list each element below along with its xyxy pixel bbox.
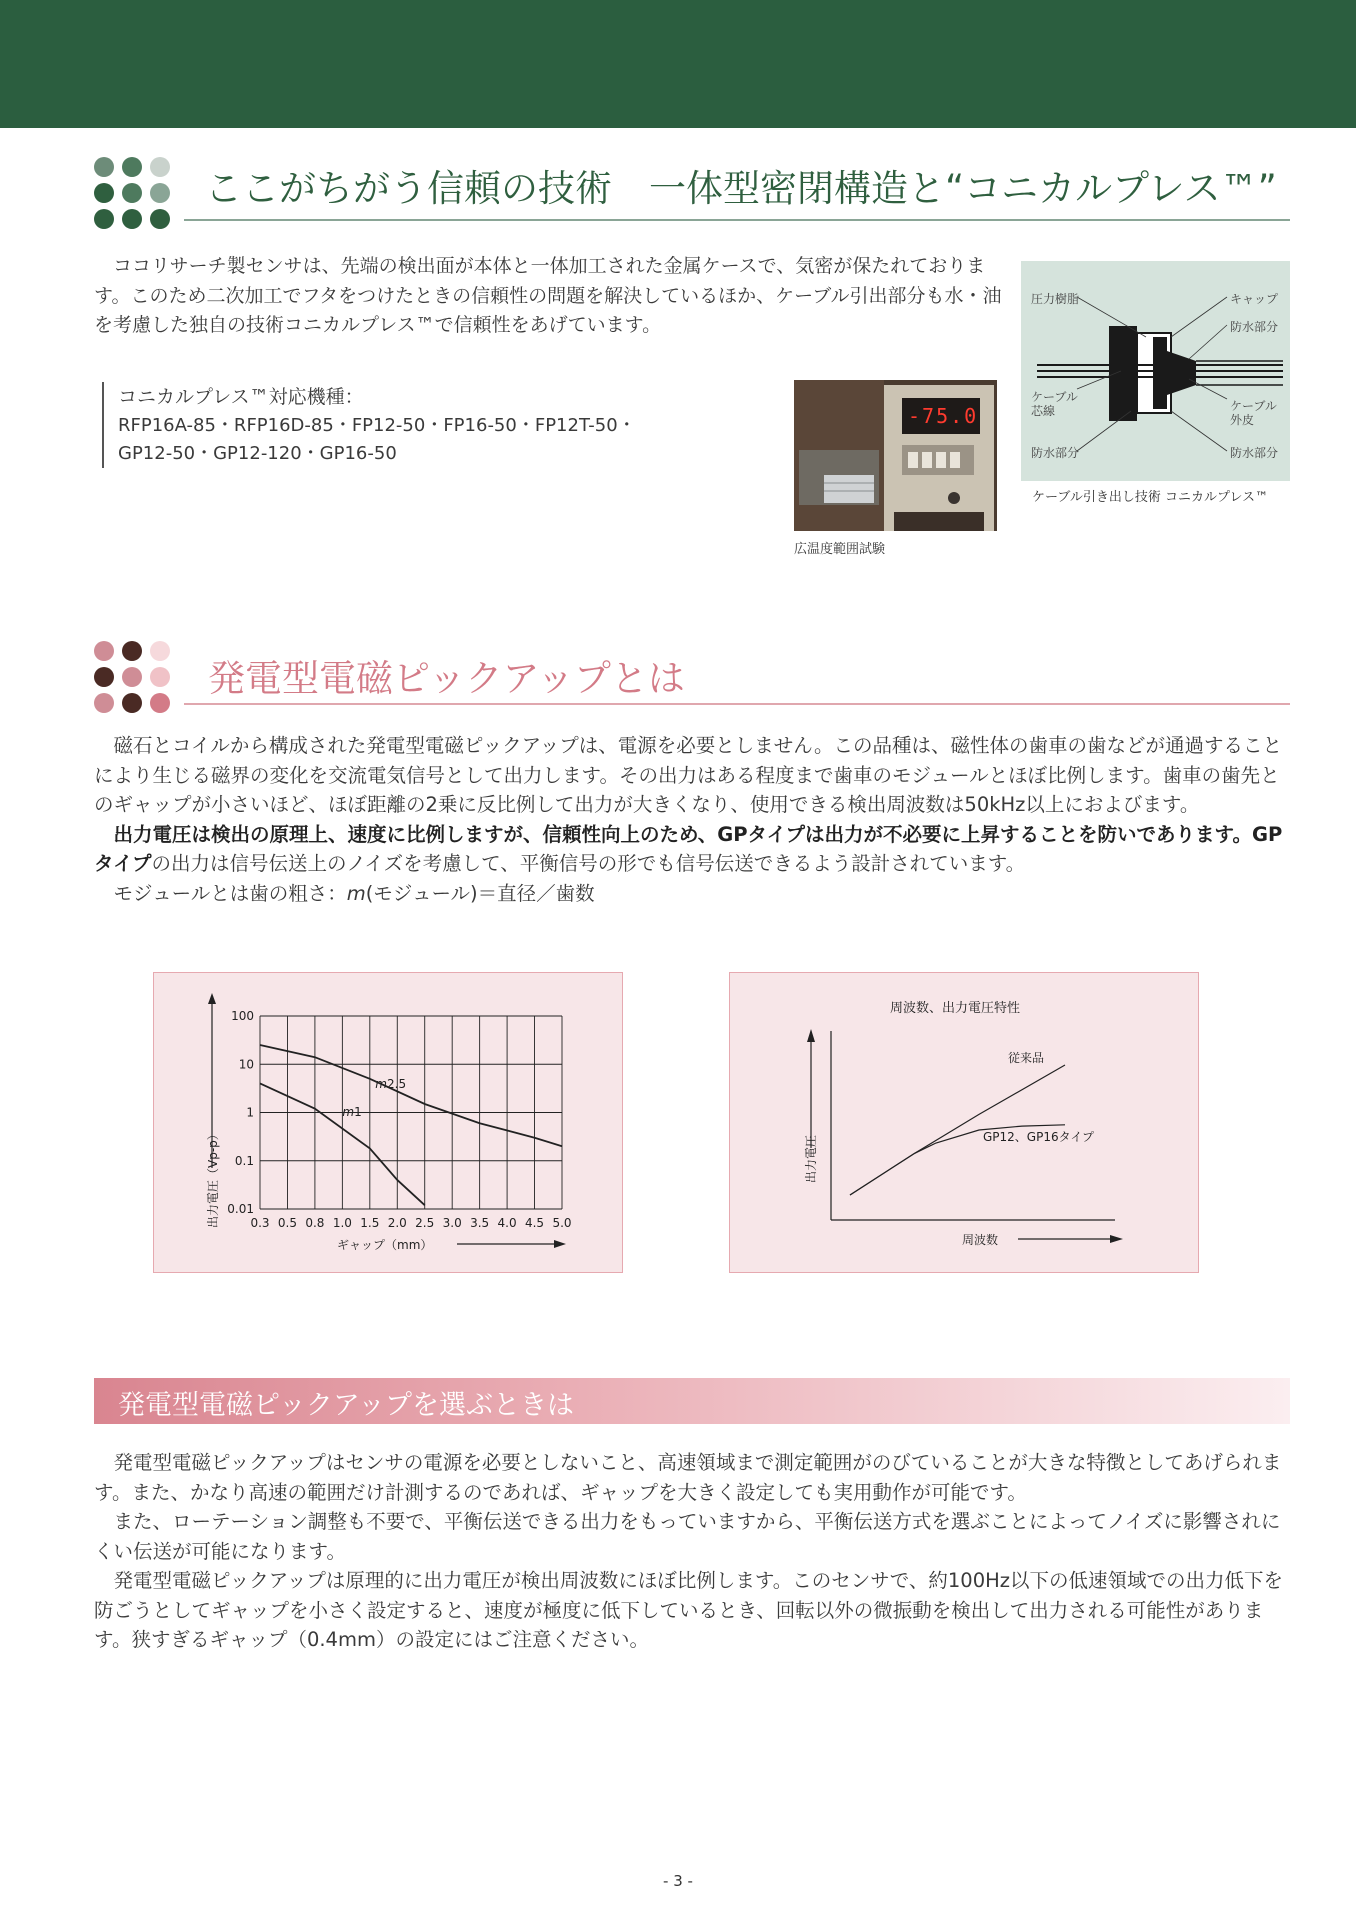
- chart2-xlabel: 周波数: [962, 1233, 999, 1247]
- section2-title: 発電型電磁ピックアップとは: [208, 657, 685, 700]
- section3-p3: 発電型電磁ピックアップは原理的に出力電圧が検出周波数にほぼ比例します。このセンサで、約100Hz以下の低速領域での出力低下を防ごうとしてギャップを小さく設定すると、速度が極度に低下しているとき、回転以外の微振動を検出して出力される可能性があります。狭すぎるギャップ（0.4mm）の設定にはご注意ください。: [94, 1569, 1284, 1651]
- chart2-x-arrowhead: [1110, 1235, 1123, 1243]
- label-cable-sheath-2: 外皮: [1230, 413, 1255, 427]
- chart1-svg: [154, 973, 624, 1274]
- label-waterproof-top: 防水部分: [1230, 320, 1279, 334]
- chart1-ytick: 10: [238, 1057, 254, 1072]
- chart1-ticks: [227, 1009, 571, 1230]
- chart-gap-voltage: [153, 972, 623, 1273]
- chart1-x-arrowhead: [554, 1240, 566, 1248]
- chart1-xtick: 2.5: [415, 1216, 435, 1230]
- chart2-svg: [730, 973, 1200, 1274]
- section2-p3: [94, 879, 1290, 909]
- chart1-ylabel: 出力電圧（Vp-p）: [206, 1128, 220, 1228]
- section2-p3-post: (モジュール)＝直径／歯数: [365, 881, 595, 905]
- label-pressure-resin: 圧力樹脂: [1031, 292, 1080, 306]
- label-waterproof-bl: 防水部分: [1031, 446, 1080, 460]
- chart2-title: 周波数、出力電圧特性: [890, 1001, 1021, 1016]
- label-cap: キャップ: [1230, 292, 1279, 306]
- chart1-ytick: 0.01: [227, 1202, 254, 1216]
- section1-rule: [184, 219, 1290, 221]
- section3-paragraphs: [94, 1448, 1290, 1655]
- section3-p2: また、ローテーション調整も不要で、平衡伝送できる出力をもっていますから、平衡伝送方式を選ぶことによってノイズに影響されにくい伝送が可能になります。: [94, 1510, 1281, 1563]
- chart1-grid: [260, 1016, 562, 1209]
- chart1-xtick: 3.5: [470, 1216, 490, 1230]
- chart-frequency-voltage: [729, 972, 1199, 1273]
- chart1-series-line-0: [260, 1045, 562, 1146]
- header-bar: [0, 0, 1356, 128]
- section3-p1: 発電型電磁ピックアップはセンサの電源を必要としないこと、高速領域まで測定範囲がのびていることが大きな特徴としてあげられます。また、かなり高速の範囲だけ計測するのであれば、ギャップを大きく設定しても実用動作が可能です。: [94, 1451, 1282, 1504]
- section1-paragraph: ココリサーチ製センサは、先端の検出面が本体と一体加工された金属ケースで、気密が保たれております。このため二次加工でフタをつけたときの信頼性の問題を解決しているほか、ケーブル引出部分も水・油を考慮した独自の技術コニカルプレス™で信頼性をあげています。: [94, 255, 1002, 336]
- chart1-xtick: 1.0: [332, 1216, 352, 1230]
- section-dots-pink: [94, 641, 172, 713]
- chart1-xtick: 0.8: [305, 1216, 325, 1230]
- chart1-xtick: 1.5: [360, 1216, 380, 1230]
- chart1-xtick: 4.0: [497, 1216, 517, 1230]
- section2-p3-m: m: [346, 881, 366, 905]
- models-label: コニカルプレス™対応機種：: [118, 386, 364, 408]
- models-block: [102, 382, 636, 468]
- section2-rule: [184, 703, 1290, 705]
- section3-band: [94, 1378, 1290, 1424]
- models-line1: RFP16A-85・RFP16D-85・FP12-50・FP16-50・FP12T-50・: [118, 415, 636, 436]
- series-label-m2-5: m2.5: [375, 1077, 407, 1092]
- section2-paragraphs: [94, 731, 1290, 908]
- section-dots-green: [94, 157, 172, 229]
- chart1-xlabel: ギャップ（mm）: [337, 1238, 433, 1252]
- chart1-xtick: 0.5: [277, 1216, 298, 1230]
- section2-p2: [94, 820, 1290, 879]
- photo-display-readout: -75.0: [908, 404, 979, 428]
- chart1-xtick: 0.3: [250, 1216, 270, 1230]
- chart1-ytick: 100: [231, 1009, 254, 1023]
- photo-caption: 広温度範囲試験: [794, 542, 886, 557]
- page-number: - 3 -: [663, 1872, 693, 1890]
- chart1-xtick: 3.0: [442, 1216, 462, 1230]
- chart1-xtick: 4.5: [524, 1216, 545, 1230]
- label-waterproof-br: 防水部分: [1230, 446, 1279, 460]
- label-cable-core-2: 芯線: [1031, 404, 1056, 418]
- section2-p2-rest: の出力は信号伝送上のノイズを考慮して、平衡信号の形でも信号伝送できるよう設計されています。: [151, 852, 1026, 875]
- series-label-gp-type: GP12、GP16タイプ: [983, 1130, 1095, 1144]
- photo-illustration: [794, 380, 997, 531]
- chart2-y-arrowhead: [807, 1029, 815, 1042]
- label-cable-sheath-1: ケーブル: [1230, 399, 1277, 413]
- chart1-series: [260, 1045, 562, 1205]
- section3-title: 発電型電磁ピックアップを選ぶときは: [118, 1390, 575, 1421]
- diagram-caption: ケーブル引き出し技術 コニカルプレス™: [1032, 490, 1269, 505]
- chart1-y-arrowhead: [208, 993, 216, 1004]
- section2-p3-pre: モジュールとは歯の粗さ：: [113, 881, 347, 905]
- label-cable-core-1: ケーブル: [1031, 390, 1078, 404]
- temperature-test-photo: [794, 380, 997, 531]
- series-label-conventional: 従来品: [1008, 1051, 1045, 1065]
- chart2-ylabel: 出力電圧: [804, 1134, 818, 1183]
- conical-press-diagram: [1021, 261, 1290, 481]
- section2-p2-bold: 出力電圧は検出の原理上、速度に比例しますが、信頼性向上のため、GPタイプは出力が不必要に上昇することを防いであります。GPタイプ: [94, 822, 1283, 875]
- section1-title: ここがちがう信頼の技術 一体型密閉構造と“コニカルプレス™”: [205, 167, 1277, 210]
- models-line2: GP12-50・GP12-120・GP16-50: [118, 443, 397, 464]
- chart1-ytick: 0.1: [234, 1153, 254, 1168]
- series-label-m1: m1: [342, 1104, 362, 1119]
- chart1-xtick: 5.0: [552, 1216, 572, 1230]
- chart1-xtick: 2.0: [387, 1216, 407, 1230]
- section2-p1: 磁石とコイルから構成された発電型電磁ピックアップは、電源を必要としません。この品種は、磁性体の歯車の歯などが通過することにより生じる磁界の変化を交流電気信号として出力します。その出力はある程度まで歯車のモジュールとほぼ比例します。歯車の歯先とのギャップが小さいほど、ほぼ距離の2乗に反比例して出力が大きくなり、使用できる検出周波数は50kHz以上におよびます。: [94, 734, 1282, 816]
- chart1-ytick: 1: [246, 1105, 254, 1120]
